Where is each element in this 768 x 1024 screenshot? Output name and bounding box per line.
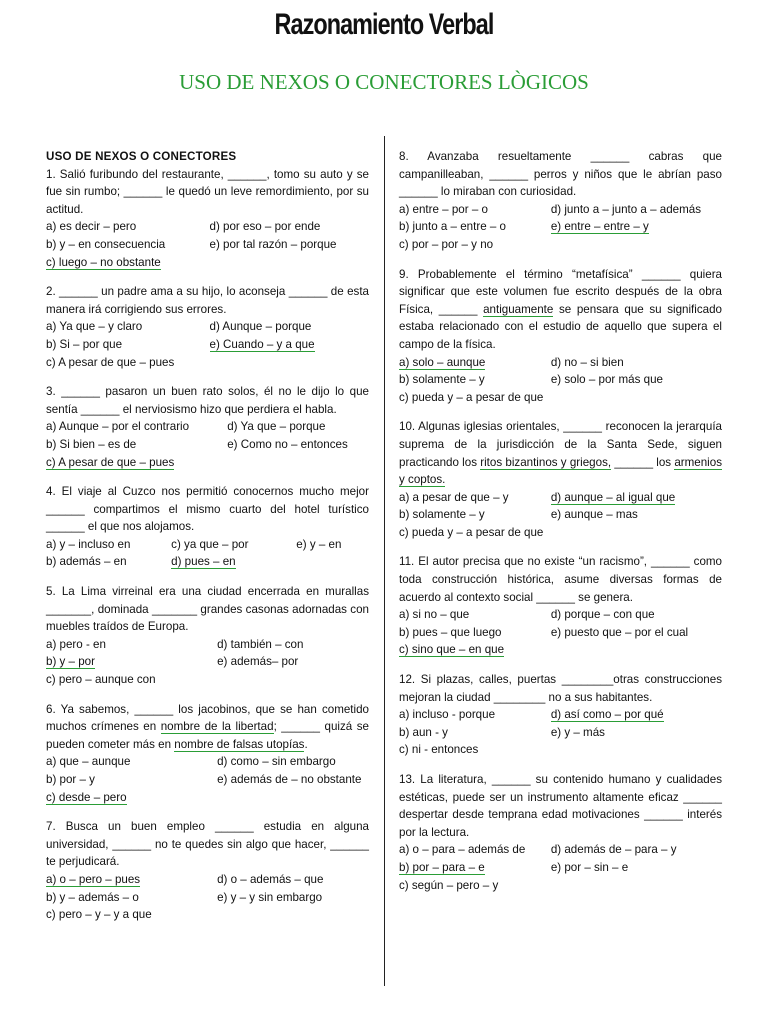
options — [399, 201, 722, 254]
option-c-answer[interactable]: c) sino que – en que — [399, 643, 505, 657]
question-stem: 2. ______ un padre ama a su hijo, lo aconseja ______ de esta manera irá corrigiendo sus errores. — [46, 285, 369, 316]
question-13 — [399, 771, 722, 894]
options — [399, 354, 722, 407]
question-stem — [399, 418, 722, 488]
stem-text: ______ los — [611, 455, 675, 469]
option-d[interactable]: d) o – además – que — [217, 872, 324, 886]
option-d[interactable]: d) Ya que – porque — [227, 420, 326, 434]
stem-text: . — [304, 737, 308, 751]
question-stem — [399, 266, 722, 354]
option-e[interactable]: e) además de – no obstante — [217, 773, 362, 786]
option-e-answer[interactable]: e) entre – entre – y — [550, 220, 649, 234]
option-d-answer[interactable]: d) pues – en — [171, 555, 236, 569]
question-stem: 1. Salió furibundo del restaurante, ______, tomo su auto y se fue sin rumbo; ______ le quedó un leve remordimiento, por su actitud. — [46, 167, 369, 216]
stem-text: 6. Ya sabemos, ______ los jacobinos, que se han cometido muchos crímenes en — [46, 702, 369, 734]
option-c[interactable]: c) pero – aunque con — [46, 673, 156, 687]
option-e[interactable]: e) por tal razón – porque — [209, 237, 337, 251]
options — [46, 218, 369, 271]
option-b[interactable]: b) solamente – y — [399, 508, 485, 522]
option-b-answer[interactable]: b) por – para – e — [399, 860, 485, 874]
stem-text: 10. Algunas iglesias orientales, ______ reconocen la jerarquía suprema de la jurisdicción de la Santa Sede, siguen practicando los — [399, 420, 722, 469]
question-stem: 11. El autor precisa que no existe “un racismo”, ______ como toda construcción histórica, asume diversas formas de acuerdo al contexto social ______ se genera. — [399, 555, 722, 604]
option-a[interactable]: a) a pesar de que – y — [399, 490, 509, 504]
options — [46, 753, 369, 806]
option-c[interactable]: c) ni - entonces — [399, 743, 479, 757]
right-column — [399, 148, 722, 906]
option-b[interactable]: b) además – en — [46, 555, 127, 569]
question-stem: 4. El viaje al Cuzco nos permitió conocernos mucho mejor ______ compartimos el mismo cuarto del hotel turístico ______ el que nos alojamos. — [46, 485, 369, 534]
option-a[interactable]: a) incluso - porque — [399, 708, 496, 722]
option-b[interactable]: b) aun - y — [399, 725, 448, 739]
option-a-answer[interactable]: a) o – pero – pues — [46, 872, 141, 886]
column-divider — [384, 136, 385, 986]
options — [46, 636, 369, 689]
option-d-answer[interactable]: d) así como – por qué — [550, 708, 664, 722]
option-a[interactable]: a) entre – por – o — [399, 202, 488, 216]
option-a[interactable]: a) Aunque – por el contrario — [46, 420, 190, 434]
stem-text: se pensara que su significado estaba relacionado con el estudio de aquello que supera el campo de la física. — [399, 302, 722, 351]
question-4 — [46, 483, 369, 571]
question-stem: 5. La Lima virreinal era una ciudad encerrada en murallas _______, dominada _______ grandes casonas adornadas con muebles traídos de Europa. — [46, 585, 369, 634]
option-b[interactable]: b) y – además – o — [46, 890, 139, 904]
option-d[interactable]: d) no – si bien — [550, 355, 624, 369]
option-c[interactable]: c) pueda y – a pesar de que — [399, 390, 544, 404]
option-e[interactable]: e) y – y sin embargo — [217, 890, 323, 904]
stem-text: ; ______ quizá se pueden cometer más en — [46, 720, 369, 751]
question-7 — [46, 818, 369, 924]
underlined-phrase: ritos bizantinos y griegos, — [480, 455, 612, 469]
question-6 — [46, 701, 369, 807]
option-d[interactable]: d) además de – para – y — [550, 843, 677, 857]
option-d-text: d) aunque – al — [550, 490, 629, 504]
option-e[interactable]: e) y – en — [296, 537, 342, 551]
option-e[interactable]: e) y – más — [550, 725, 605, 739]
option-a[interactable]: a) es decir – pero — [46, 220, 137, 234]
option-c[interactable]: c) A pesar de que – pues — [46, 355, 175, 369]
question-stem: 8. Avanzaba resueltamente ______ cabras que campanilleaban, ______ perros y niños que le abrían paso ______ lo miraban con curiosidad. — [399, 150, 722, 199]
option-d[interactable]: d) Aunque – porque — [209, 320, 312, 334]
section-heading: USO DE NEXOS O CONECTORES — [46, 150, 237, 163]
option-b-answer[interactable]: b) y – por — [46, 655, 95, 669]
option-a[interactable]: a) pero - en — [46, 637, 106, 651]
option-b[interactable]: b) junto a – entre – o — [399, 220, 506, 234]
option-b[interactable]: b) solamente – y — [399, 373, 485, 387]
option-c[interactable]: c) pero – y – y a que — [46, 908, 152, 922]
options — [399, 841, 722, 894]
option-a[interactable]: a) Ya que – y claro — [46, 320, 143, 334]
question-stem: 7. Busca un buen empleo ______ estudia en alguna universidad, ______ no te quedes sin algo que hacer, ______ te perjudicará. — [46, 820, 369, 869]
option-d[interactable]: d) como – sin embargo — [217, 755, 336, 769]
question-stem — [46, 701, 369, 754]
option-c-answer[interactable]: c) A pesar de que – pues — [46, 455, 175, 469]
option-e[interactable]: e) por – sin – e — [550, 860, 629, 874]
option-d[interactable]: d) por eso – por ende — [209, 220, 321, 234]
options — [399, 706, 722, 759]
option-a-answer[interactable]: a) solo – aunque — [399, 355, 486, 369]
option-e[interactable]: e) puesto que – por el cual — [550, 625, 689, 639]
option-d-answer[interactable] — [551, 489, 722, 507]
option-e[interactable]: e) además– por — [217, 655, 299, 669]
underlined-phrase: antiguamente — [483, 302, 554, 316]
question-3 — [46, 383, 369, 471]
options — [46, 871, 369, 924]
option-a[interactable]: a) que – aunque — [46, 755, 131, 769]
question-1 — [46, 166, 369, 272]
question-stem: 12. Si plazas, calles, puertas ________otras construcciones mejoran la ciudad ________ no a sus habitantes. — [399, 673, 722, 704]
question-stem: 3. ______ pasaron un buen rato solos, él no le dijo lo que sentía ______ el nerviosismo hizo que perdiera el habla. — [46, 385, 369, 416]
question-5 — [46, 583, 369, 689]
option-c-answer[interactable]: c) desde – pero — [46, 790, 127, 804]
option-e[interactable]: e) Como no – entonces — [227, 437, 348, 451]
options — [46, 418, 369, 471]
option-b[interactable]: b) Si bien – es de — [46, 437, 137, 451]
option-d-text: igual que — [628, 490, 676, 504]
underlined-phrase: armenios y coptos. — [399, 455, 722, 487]
option-d[interactable]: d) porque – con que — [550, 608, 655, 622]
option-a[interactable]: a) y – incluso en — [46, 537, 131, 551]
option-e-answer[interactable]: e) Cuando – y a que — [209, 337, 315, 351]
page-subtitle: USO DE NEXOS O CONECTORES LÒGICOS — [179, 70, 589, 94]
option-e[interactable]: e) aunque – mas — [550, 508, 638, 522]
question-10 — [399, 418, 722, 541]
options — [46, 536, 369, 571]
option-c[interactable]: c) según – pero – y — [399, 878, 499, 892]
question-12 — [399, 671, 722, 759]
options — [399, 606, 722, 659]
page-title: Razonamiento Verbal — [274, 8, 494, 41]
option-b[interactable]: b) pues – que luego — [399, 625, 502, 639]
option-d[interactable]: d) junto a – junto a – además — [550, 202, 702, 216]
question-11 — [399, 553, 722, 659]
option-c[interactable]: c) por – por – y no — [399, 237, 494, 251]
option-b[interactable]: b) Si – por que — [46, 337, 123, 351]
question-9 — [399, 266, 722, 407]
option-a[interactable]: a) o – para – además de — [399, 843, 526, 857]
option-c[interactable]: c) ya que – por — [171, 537, 249, 551]
option-c[interactable]: c) pueda y – a pesar de que — [399, 525, 544, 539]
question-stem: 13. La literatura, ______ su contenido humano y cualidades estéticas, puede ser un instrumento altamente eficaz ______ despertar desde temprana edad motivaciones ______ interés por la lectura. — [399, 773, 722, 839]
underlined-phrase: nombre de la libertad — [160, 720, 274, 734]
options — [399, 489, 722, 542]
option-d[interactable]: d) también – con — [217, 637, 304, 651]
option-b[interactable]: b) y – en consecuencia — [46, 237, 166, 251]
option-b[interactable]: b) por – y — [46, 773, 95, 786]
left-column — [46, 148, 369, 936]
question-8 — [399, 148, 722, 254]
option-e[interactable]: e) solo – por más que — [550, 373, 663, 387]
option-c-answer[interactable]: c) luego – no obstante — [46, 255, 161, 269]
underlined-phrase: nombre de falsas utopías — [174, 737, 305, 751]
option-a[interactable]: a) si no – que — [399, 608, 470, 622]
question-2 — [46, 283, 369, 371]
stem-text: 9. Probablemente el término “metafísica” ______ quiera significar que este volumen fue escrito después de la obra Física, ______ — [399, 267, 722, 316]
options — [46, 318, 369, 371]
